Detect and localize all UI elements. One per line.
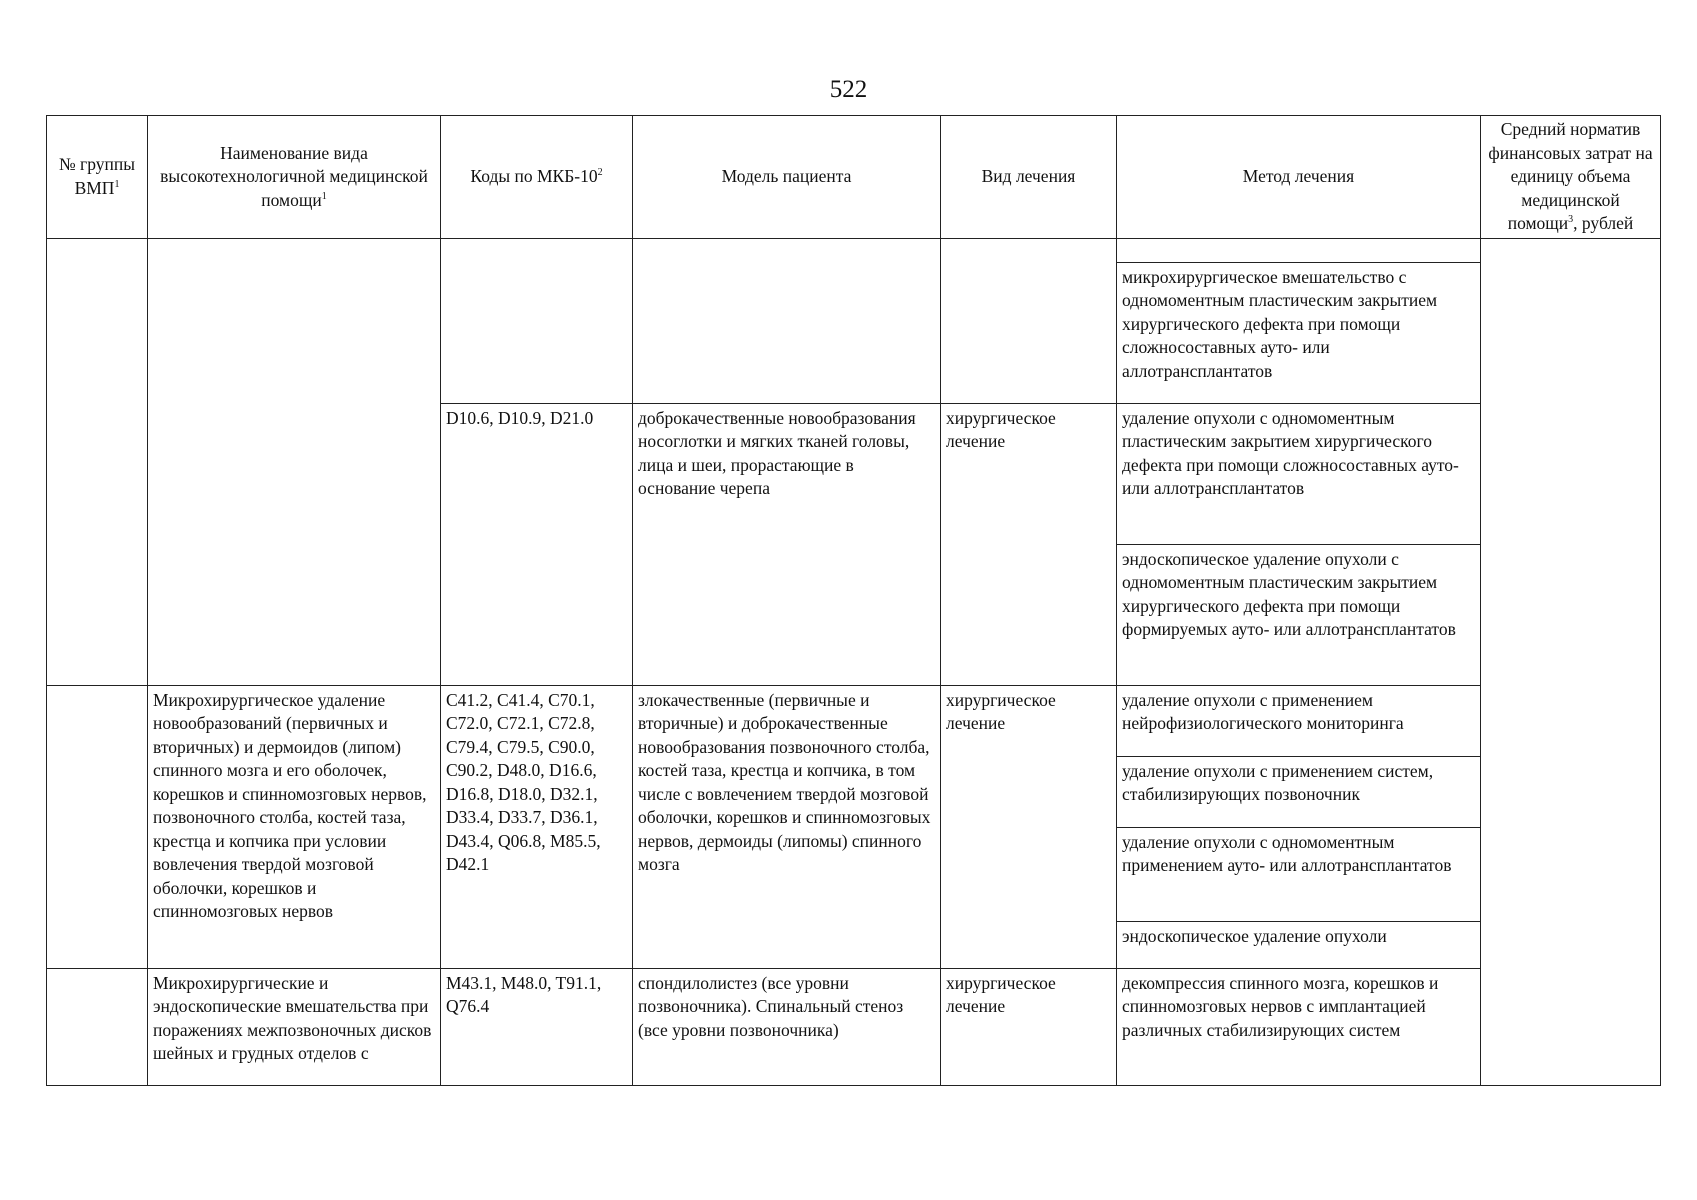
header-treatment: Вид лечения: [941, 116, 1117, 239]
method-cell: удаление опухоли с применением систем, стабилизирующих позвоночник: [1117, 756, 1481, 827]
header-group: № группы ВМП$^1$: [47, 116, 148, 239]
name-cell: Микрохирургические и эндоскопические вмешательства при поражениях межпозвоночных дисков шейных и грудных отделов с: [148, 968, 441, 1085]
method-cell: эндоскопическое удаление опухоли с одномоментным пластическим закрытием хирургического дефекта при помощи формируемых ауто- или аллотрансплантатов: [1117, 544, 1481, 685]
table-row: [47, 238, 1661, 262]
model-cell: злокачественные (первичные и вторичные) и доброкачественные новообразования позвоночного столба, костей таза, крестца и копчика, в том числе с вовлечением твердой мозговой оболочки, корешков и спинномозговых нервов, дермоиды (липомы) спинного мозга: [633, 685, 941, 968]
method-cell: [1117, 238, 1481, 262]
method-cell: удаление опухоли с одномоментным применением ауто- или аллотрансплантатов: [1117, 827, 1481, 921]
codes-cell: [441, 238, 633, 403]
model-cell: спондилолистез (все уровни позвоночника). Спинальный стеноз (все уровни позвоночника): [633, 968, 941, 1085]
group-cell: [47, 685, 148, 968]
model-cell: [633, 238, 941, 403]
header-codes: Коды по МКБ-$10^2$: [441, 116, 633, 239]
header-model: Модель пациента: [633, 116, 941, 239]
model-cell: доброкачественные новообразования носоглотки и мягких тканей головы, лица и шеи, прорастающие в основание черепа: [633, 403, 941, 685]
header-method: Метод лечения: [1117, 116, 1481, 239]
codes-cell: D10.6, D10.9, D21.0: [441, 403, 633, 685]
method-cell: удаление опухоли с применением нейрофизиологического мониторинга: [1117, 685, 1481, 756]
method-cell: микрохирургическое вмешательство с одномоментным пластическим закрытием хирургического дефекта при помощи сложносоставных ауто- или аллотрансплантатов: [1117, 262, 1481, 403]
table-row: [47, 685, 1661, 756]
name-cell: [148, 238, 441, 685]
method-cell: удаление опухоли с одномоментным пластическим закрытием хирургического дефекта при помощи сложносоставных ауто- или аллотрансплантатов: [1117, 403, 1481, 544]
group-cell: [47, 238, 148, 685]
header-name: Наименование вида высокотехнологичной медицинской помощи$^1$: [148, 116, 441, 239]
table-header-row: [47, 116, 1661, 239]
method-cell: эндоскопическое удаление опухоли: [1117, 921, 1481, 968]
treatment-cell: хирургическое лечение: [941, 968, 1117, 1085]
treatment-cell: хирургическое лечение: [941, 403, 1117, 685]
norm-cell: [1481, 238, 1661, 1085]
name-cell: Микрохирургическое удаление новообразований (первичных и вторичных) и дермоидов (липом) спинного мозга и его оболочек, корешков и спинномозговых нервов, позвоночного столба, костей таза, крестца и копчика при условии вовлечения твердой мозговой оболочки, корешков и спинномозговых нервов: [148, 685, 441, 968]
page-number: 522: [829, 76, 868, 103]
codes-cell: C41.2, C41.4, C70.1, C72.0, C72.1, C72.8, C79.4, C79.5, C90.0, C90.2, D48.0, D16.6, D16.8, D18.0, D32.1, D33.4, D33.7, D36.1, D43.4, Q06.8, M85.5, D42.1: [441, 685, 633, 968]
treatment-cell: [941, 238, 1117, 403]
treatment-cell: хирургическое лечение: [941, 685, 1117, 968]
header-norm: Средний норматив финансовых затрат на единицу объема медицинской помощи$^3$, рублей: [1481, 116, 1661, 239]
codes-cell: M43.1, M48.0, T91.1, Q76.4: [441, 968, 633, 1085]
table-row: [47, 968, 1661, 1085]
method-cell: декомпрессия спинного мозга, корешков и спинномозговых нервов с имплантацией различных стабилизирующих систем: [1117, 968, 1481, 1085]
group-cell: [47, 968, 148, 1085]
vmp-table: [46, 115, 1661, 1086]
